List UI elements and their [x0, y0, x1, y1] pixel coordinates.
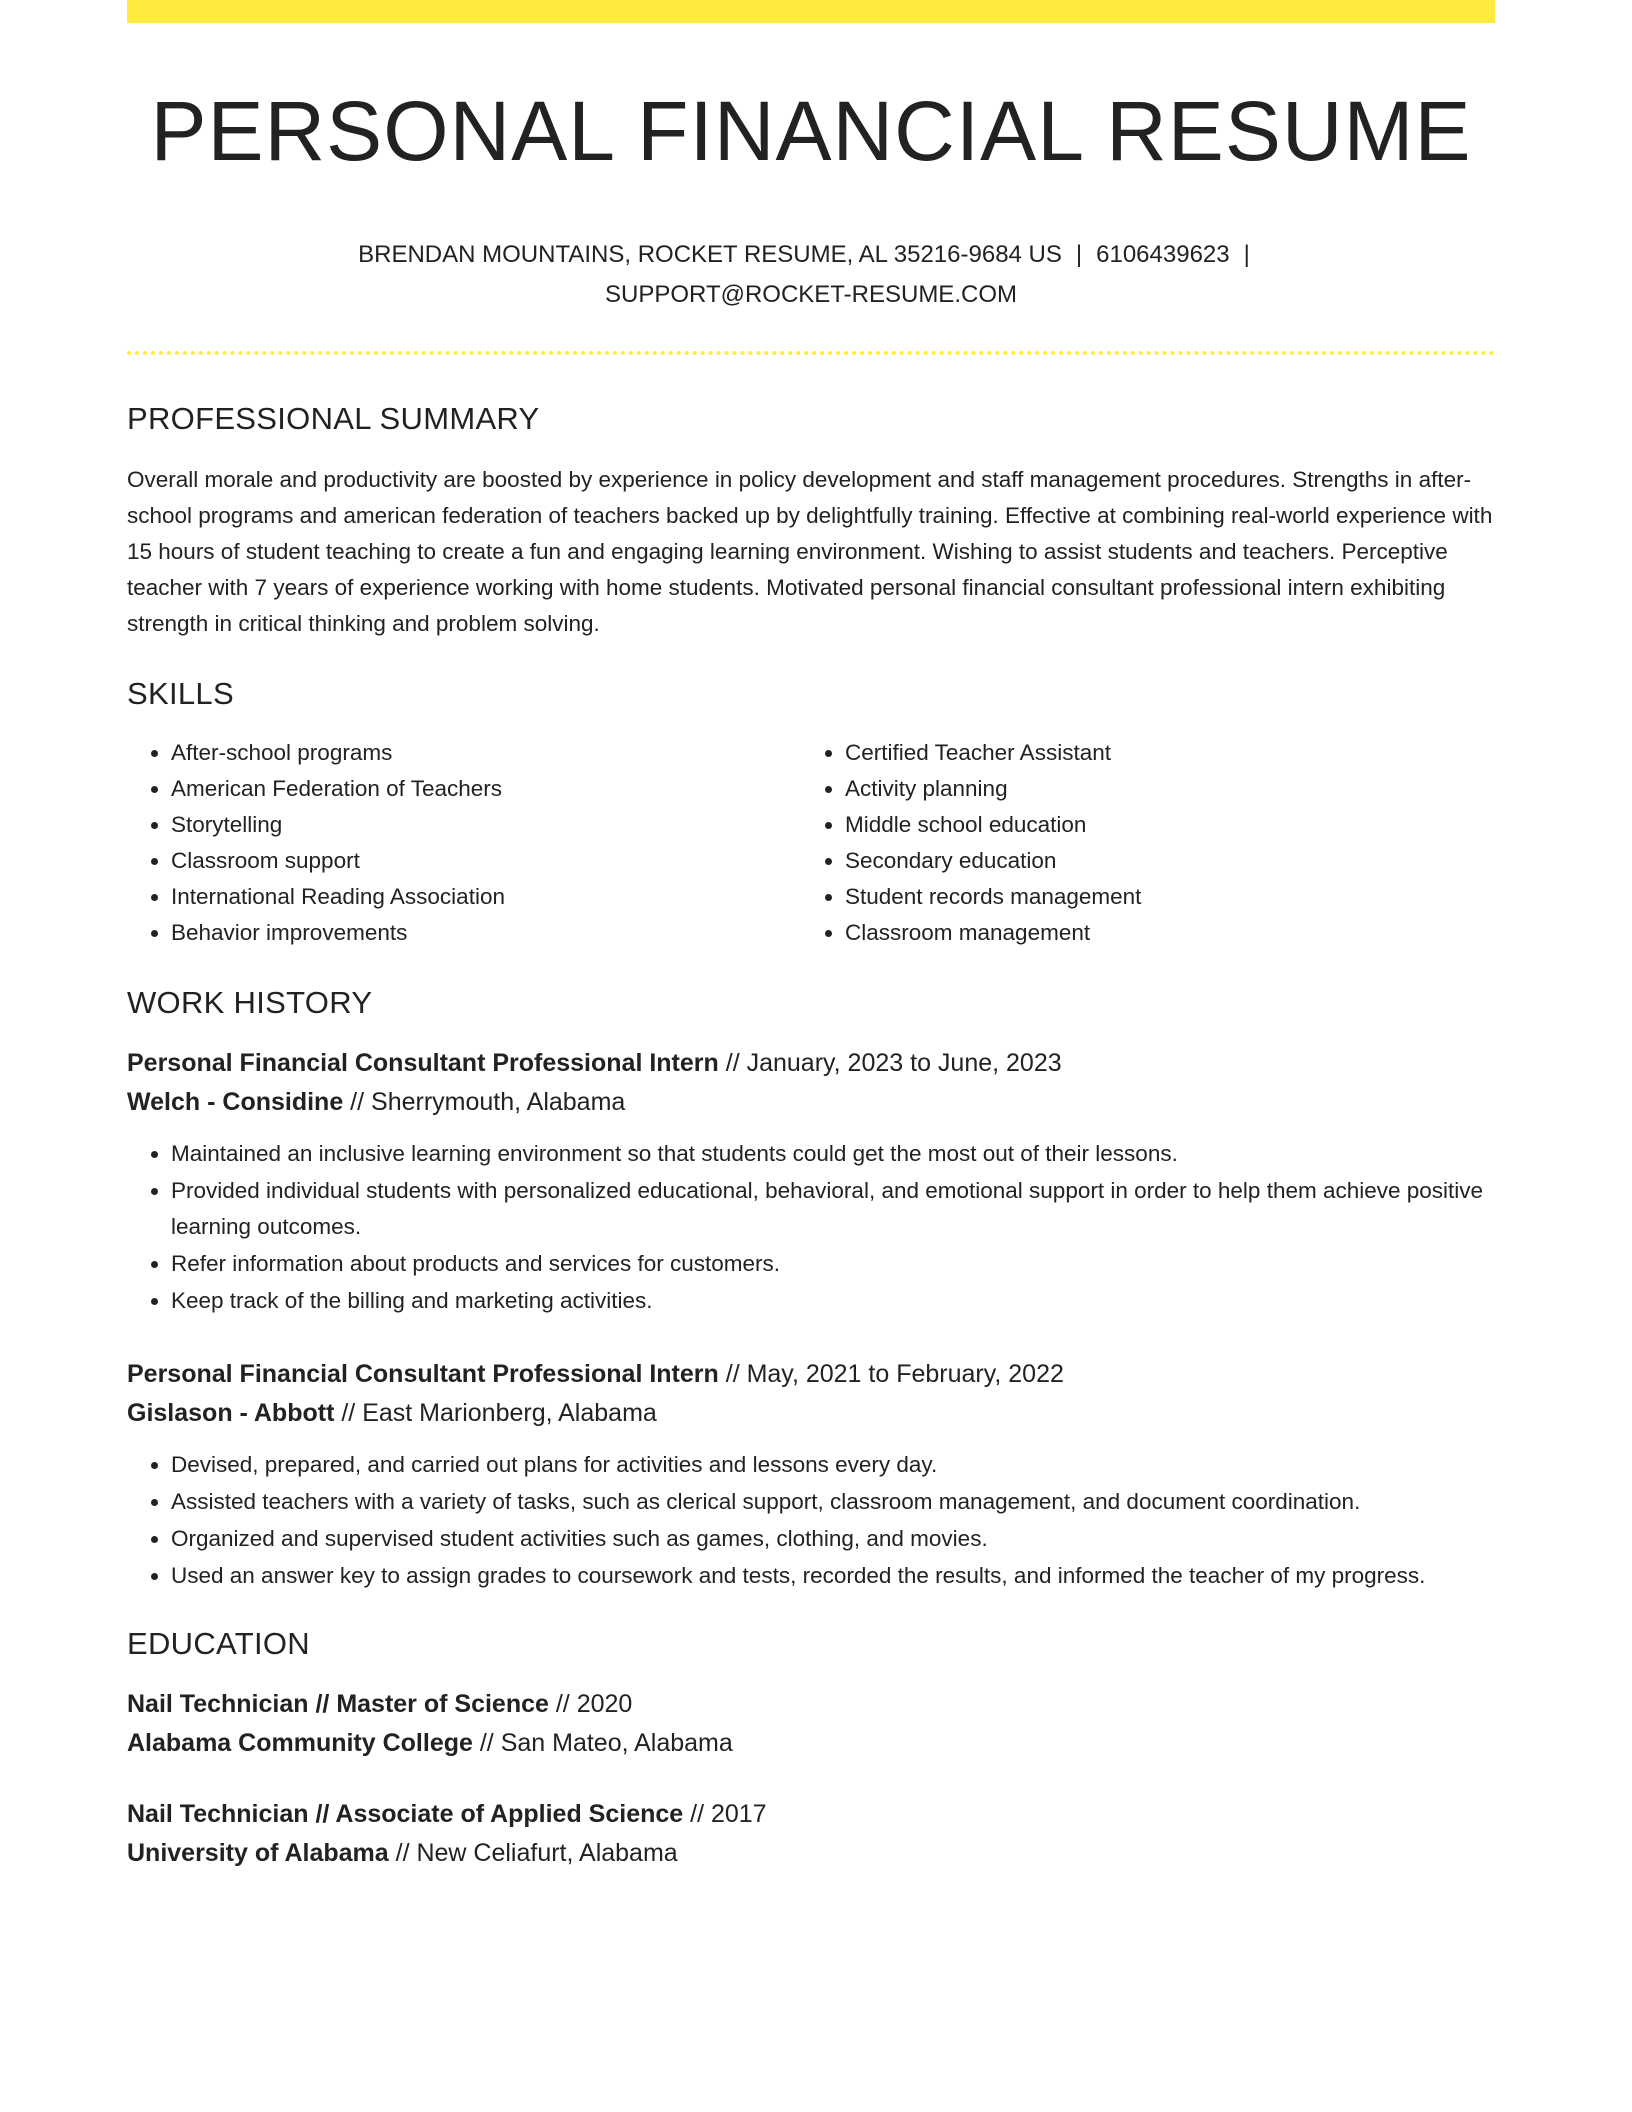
education-school: Alabama Community College — [127, 1729, 473, 1758]
education-entry — [127, 1795, 1495, 1873]
education-degree-line — [127, 1685, 1495, 1724]
education-year: // 2020 — [548, 1690, 633, 1719]
skill-item: • Behavior improvements — [171, 915, 801, 951]
job-entry — [127, 1355, 1495, 1594]
job-bullet: • Keep track of the billing and marketing activities. — [171, 1283, 1495, 1319]
separator: | — [1243, 241, 1250, 269]
email: SUPPORT@ROCKET-RESUME.COM — [605, 281, 1017, 309]
education-degree: Nail Technician // Associate of Applied Science — [127, 1800, 684, 1829]
skill-item: • Storytelling — [171, 807, 801, 843]
job-location: // Sherrymouth, Alabama — [343, 1088, 626, 1117]
education-degree: Nail Technician // Master of Science — [127, 1690, 549, 1719]
contact-info — [127, 235, 1495, 315]
job-company-line — [127, 1083, 1495, 1122]
section-title-work-history: WORK HISTORY — [127, 985, 373, 1021]
address: BRENDAN MOUNTAINS, ROCKET RESUME, AL 35216-9684 US — [358, 241, 1062, 269]
section-title-education: EDUCATION — [127, 1626, 310, 1662]
job-role-line — [127, 1044, 1495, 1083]
education-degree-line — [127, 1795, 1495, 1834]
job-bullet: • Refer information about products and services for customers. — [171, 1246, 1495, 1282]
job-bullet: • Maintained an inclusive learning environment so that students could get the most out of their lessons. — [171, 1136, 1495, 1172]
skill-item: • International Reading Association — [171, 879, 801, 915]
education-location: // New Celiafurt, Alabama — [388, 1839, 678, 1868]
job-dates: // January, 2023 to June, 2023 — [718, 1049, 1062, 1078]
job-entry — [127, 1044, 1495, 1319]
job-bullet: • Organized and supervised student activities such as games, clothing, and movies. — [171, 1521, 1495, 1557]
accent-bar — [127, 0, 1495, 23]
resume-page — [127, 0, 1495, 1873]
education-school-line — [127, 1834, 1495, 1873]
job-bullet: • Provided individual students with personalized educational, behavioral, and emotional support in order to help them achieve positive learning outcomes. — [171, 1173, 1495, 1245]
job-bullets — [127, 1447, 1495, 1594]
skill-item: • Activity planning — [845, 771, 1475, 807]
dotted-divider — [127, 351, 1495, 355]
education-school-line — [127, 1724, 1495, 1763]
skill-item: • Classroom management — [845, 915, 1475, 951]
resume-title: PERSONAL FINANCIAL RESUME — [150, 84, 1472, 178]
education-year: // 2017 — [683, 1800, 767, 1829]
skills-column-right — [801, 735, 1475, 951]
job-bullets — [127, 1136, 1495, 1319]
separator: | — [1075, 241, 1083, 269]
skill-item: • Certified Teacher Assistant — [845, 735, 1475, 771]
job-bullet: • Assisted teachers with a variety of tasks, such as clerical support, classroom management, and document coordination. — [171, 1484, 1495, 1520]
job-bullet: • Devised, prepared, and carried out plans for activities and lessons every day. — [171, 1447, 1495, 1483]
skills-column-left — [127, 735, 801, 951]
job-company-line — [127, 1394, 1495, 1433]
job-role-line — [127, 1355, 1495, 1394]
job-location: // East Marionberg, Alabama — [334, 1399, 657, 1428]
skill-item: • Secondary education — [845, 843, 1475, 879]
job-company: Welch - Considine — [127, 1088, 344, 1117]
education-school: University of Alabama — [127, 1839, 389, 1868]
education-location: // San Mateo, Alabama — [472, 1729, 733, 1758]
job-role: Personal Financial Consultant Professional Intern — [127, 1049, 719, 1078]
education-entry — [127, 1685, 1495, 1763]
skills-list — [127, 735, 1495, 951]
job-company: Gislason - Abbott — [127, 1399, 335, 1428]
job-dates: // May, 2021 to February, 2022 — [718, 1360, 1064, 1389]
skill-item: • After-school programs — [171, 735, 801, 771]
section-title-summary: PROFESSIONAL SUMMARY — [127, 401, 540, 437]
skill-item: • Student records management — [845, 879, 1475, 915]
phone: 6106439623 — [1096, 241, 1230, 269]
job-bullet: • Used an answer key to assign grades to coursework and tests, recorded the results, and informed the teacher of my progress. — [171, 1558, 1495, 1594]
skill-item: • Middle school education — [845, 807, 1475, 843]
summary-text: Overall morale and productivity are boosted by experience in policy development and staff management procedures. Strengths in after-school programs and american federation of teachers backed up by delightfully training. Effective at combining real-world experience with 15 hours of student teaching to create a fun and engaging learning environment. Wishing to assist students and teachers. Perceptive teacher with 7 years of experience working with home students. Motivated personal financial consultant professional intern exhibiting strength in critical thinking and problem solving. — [127, 467, 1493, 637]
section-title-skills: SKILLS — [127, 676, 234, 712]
job-role: Personal Financial Consultant Professional Intern — [127, 1360, 719, 1389]
skill-item: • American Federation of Teachers — [171, 771, 801, 807]
skill-item: • Classroom support — [171, 843, 801, 879]
